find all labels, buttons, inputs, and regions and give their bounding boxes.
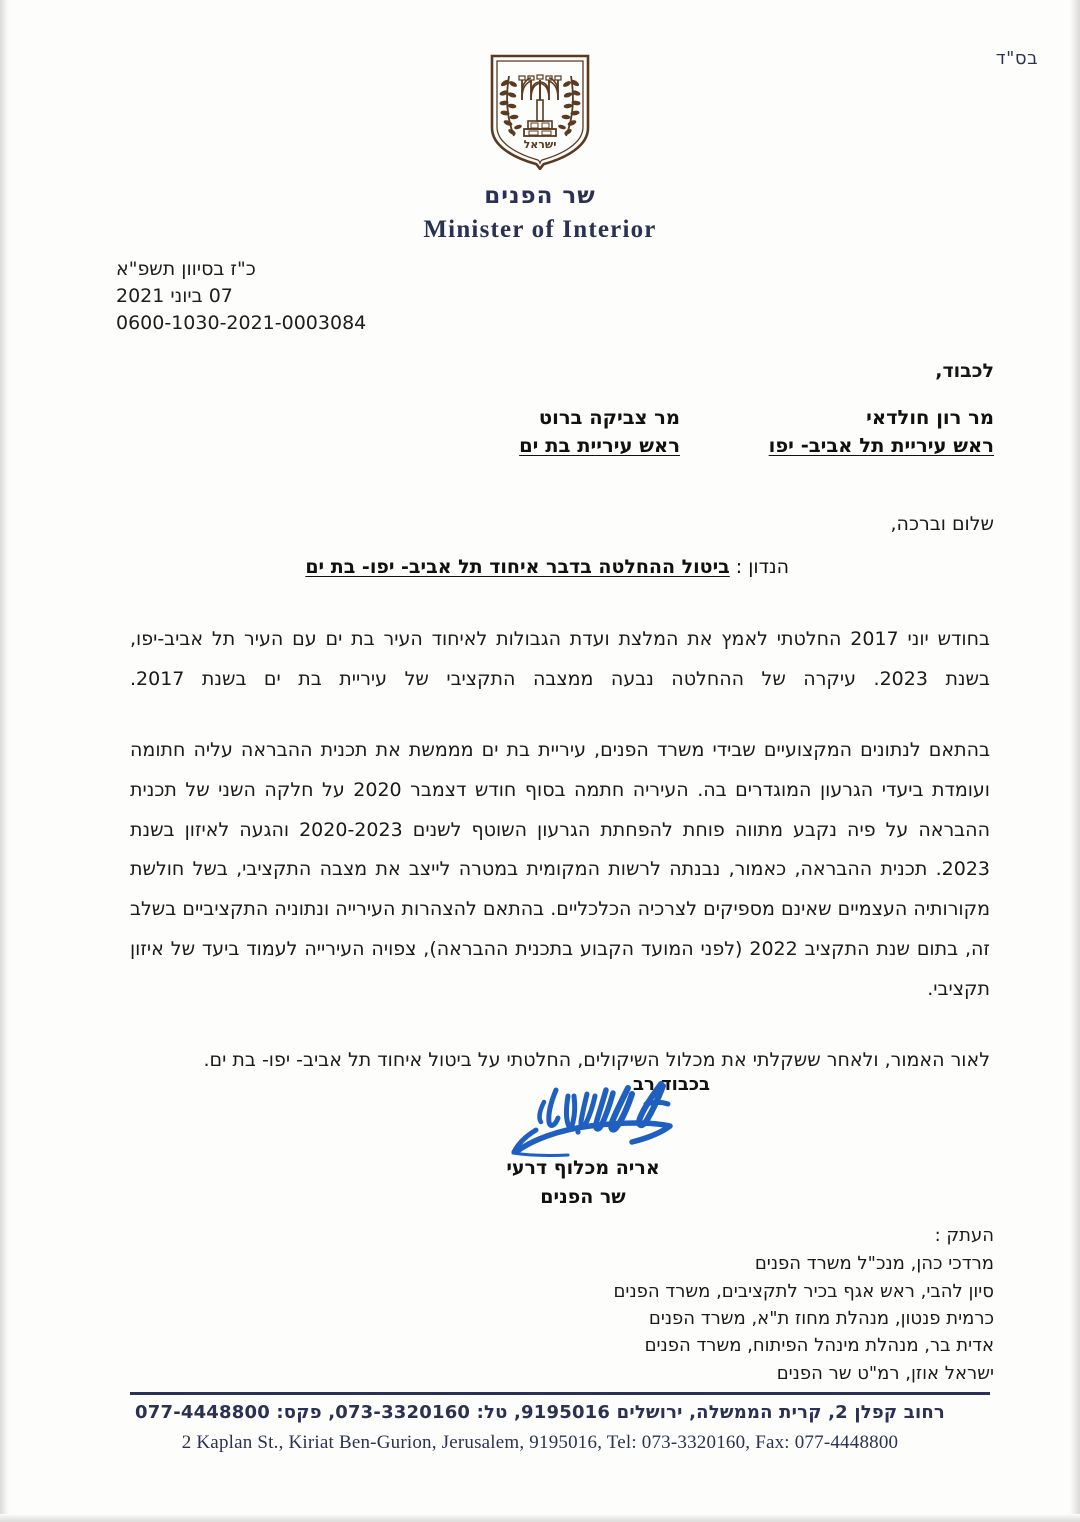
body-paragraph-2: בהתאם לנתונים המקצועיים שבידי משרד הפנים, עיריית בת ים מממשת את תכנית ההבראה עליה חתומה ועומדת ביעדי הגרעון המוגדרים בה. העיריה חתמה בסוף חודש דצמבר 2020 על חלקה השני של תכנית ההבראה על פיה נקבע מתווה פוחת להפחתת הגרעון השוטף לשנים 2020-2023 והגעה לאיזון בשנת 2023. תכנית ההבראה, כאמור, נבנתה לרשות המקומית במטרה לייצב את מצבה התקציבי, בשל חולשת מקורותיה העצמיים שאינם מספיקים לצרכיה הכלכליים. בהתאם להצהרות העירייה ונתוניה התקציביים בשלב זה, בתום שנת התקציב 2022 (לפני המועד הקבוע בתכנית ההבראה), צפויה העירייה לעמוד ביעד של איזון תקציבי. <box>130 738 991 1001</box>
signature-regards: בכבוד רב <box>633 1074 710 1095</box>
footer-address-english: 2 Kaplan St., Kiriat Ben-Gurion, Jerusalem, 9195016, Tel: 073-3320160, Fax: 077-4448800 <box>181 1432 899 1453</box>
cc-recipient: מרדכי כהן, מנכ"ל משרד הפנים <box>754 1253 994 1275</box>
addressee-primary-role: ראש עיריית תל אביב- יפו <box>768 434 994 458</box>
signatory-title: שר הפנים <box>540 1185 626 1208</box>
body-paragraph-1: בחודש יוני 2017 החלטתי לאמץ את המלצת ועדת הגבולות לאיחוד העיר בת ים עם העיר תל אביב-יפו, בשנת 2023. עיקרה של ההחלטה נבעה ממצבה התקציבי של עיריית בת ים בשנת 2017. <box>130 628 990 690</box>
letterhead-title-english: Minister of Interior <box>423 215 657 243</box>
to-label: לכבוד, <box>935 360 994 382</box>
footer-divider <box>130 1392 990 1395</box>
gregorian-date: 07 ביוני 2021 <box>116 284 233 307</box>
addressee-secondary <box>519 404 680 461</box>
cc-recipient: סיון להבי, ראש אגף בכיר לתקציבים, משרד הפנים <box>613 1280 994 1302</box>
signatory <box>428 1154 738 1211</box>
body-paragraph-3: לאור האמור, ולאחר ששקלתי את מכלול השיקולים, החלטתי על ביטול איחוד תל אביב- יפו- בת ים. <box>203 1049 990 1072</box>
israel-state-emblem-icon <box>484 50 596 170</box>
bsd-marking: בס"ד <box>995 48 1038 69</box>
footer <box>0 1402 1080 1454</box>
subject-line <box>305 556 789 578</box>
cc-title: העתק : <box>934 1225 994 1246</box>
addressee-primary <box>769 404 994 461</box>
subject-value: ביטול ההחלטה בדבר איחוד תל אביב- יפו- בת ים <box>305 556 730 578</box>
letterhead-title-hebrew: שר הפנים <box>484 183 596 209</box>
hebrew-date: כ"ז בסיוון תשפ"א <box>116 258 256 280</box>
subject-label: הנדון : <box>729 556 789 578</box>
cc-recipient: אדית בר, מנהלת מינהל הפיתוח, משרד הפנים <box>644 1335 994 1357</box>
signatory-name: אריה מכלוף דרעי <box>506 1157 660 1179</box>
scan-edge-bottom <box>0 1514 1080 1522</box>
date-reference-block <box>116 256 366 337</box>
addressee-secondary-name: מר צביקה ברוט <box>538 406 680 429</box>
cc-list <box>613 1222 994 1387</box>
addressee-secondary-role: ראש עיריית בת ים <box>519 434 680 458</box>
letter-body <box>130 620 990 1112</box>
reference-number: 0600-1030-2021-0003084 <box>116 311 367 334</box>
footer-address-hebrew: רחוב קפלן 2, קרית הממשלה, ירושלים 9195016, טל: 073-3320160, פקס: 077-4448800 <box>135 1402 945 1423</box>
svg-text:ישראל: ישראל <box>523 138 557 151</box>
letterhead <box>0 50 1080 244</box>
cc-recipient: כרמית פנטון, מנהלת מחוז ת"א, משרד הפנים <box>648 1308 994 1330</box>
cc-recipient: ישראל אוזן, רמ"ט שר הפנים <box>776 1362 994 1384</box>
addressee-primary-name: מר רון חולדאי <box>866 406 994 429</box>
greeting: שלום וברכה, <box>890 513 994 535</box>
